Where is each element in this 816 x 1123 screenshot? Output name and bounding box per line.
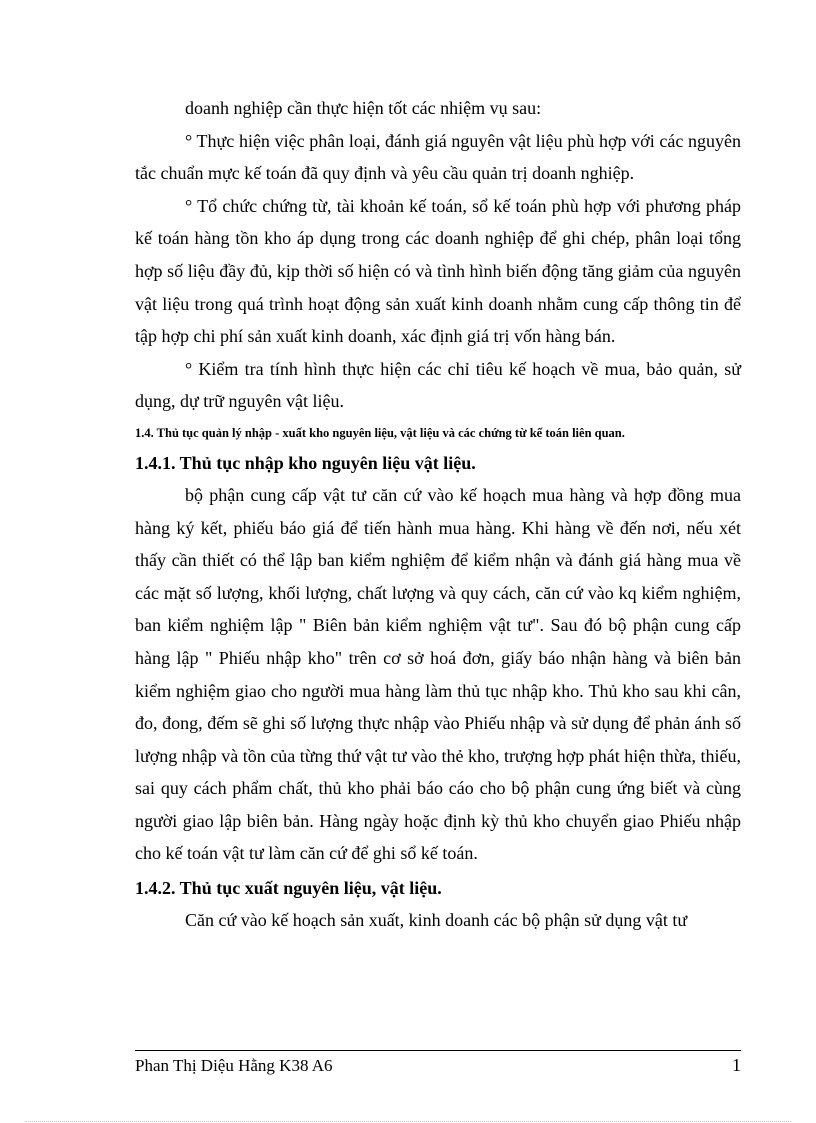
section-heading-1-4-2: 1.4.2. Thủ tục xuất nguyên liệu, vật liệu. — [135, 878, 442, 899]
paragraph-intro: doanh nghiệp cần thực hiện tốt các nhiệm vụ sau: — [185, 98, 542, 118]
section-heading-1-4-1: 1.4.1. Thủ tục nhập kho nguyên liệu vật liệu. — [135, 452, 476, 473]
paragraph-task-inspection: ° Kiểm tra tính hình thực hiện các chỉ tiêu kế hoạch về mua, bảo quản, sử dụng, dự trữ nguyên vật liệu. — [135, 358, 741, 412]
footer-author: Phan Thị Diệu Hằng K38 A6 — [135, 1056, 333, 1075]
paragraph-import-procedure: bộ phận cung cấp vật tư căn cứ vào kế hoạch mua hàng và hợp đồng mua hàng ký kết, phiếu báo giá để tiến hành mua hàng. Khi hàng về đến nơi, nếu xét thấy cần thiết có thể lập ban kiểm nghiệm để kiểm nhận và đánh giá hàng mua về các mặt số lượng, khối lượng, chất lượng và quy cách, căn cứ vào kq kiểm nghiệm, ban kiểm nghiệm lập " Biên bản kiểm nghiệm vật tư". Sau đó bộ phận cung cấp hàng lập " Phiếu nhập kho" trên cơ sở hoá đơn, giấy báo nhận hàng và biên bản kiểm nghiệm giao cho người mua hàng làm thủ tục nhập kho. Thủ kho sau khi cân, đo, đong, đếm sẽ ghi số lượng thực nhập vào Phiếu nhập và sử dụng để phản ánh số lượng nhập và tồn của từng thứ vật tư vào thẻ kho, trượng hợp phát hiện thừa, thiếu, sai quy cách phẩm chất, thủ kho phải báo cáo cho bộ phận cung ứng biết và cùng người giao lập biên bản. Hàng ngày hoặc định kỳ thủ kho chuyển giao Phiếu nhập cho kế toán vật tư làm căn cứ để ghi sổ kế toán. — [135, 484, 741, 864]
paragraph-export-procedure: Căn cứ vào kế hoạch sản xuất, kinh doanh các bộ phận sử dụng vật tư — [185, 910, 688, 931]
page-footer — [135, 1050, 741, 1075]
paragraph-task-classification: ° Thực hiện việc phân loại, đánh giá nguyên vật liệu phù hợp với các nguyên tắc chuẩn mực kế toán đã quy định và yêu cầu quản trị doanh nghiệp. — [135, 130, 741, 184]
page-content — [135, 92, 741, 937]
section-heading-1-4: 1.4. Thủ tục quản lý nhập - xuất kho nguyên liệu, vật liệu và các chứng từ kế toán liên quan. — [135, 425, 625, 440]
page-bottom-divider — [25, 1121, 791, 1122]
paragraph-task-documents: ° Tổ chức chứng từ, tài khoản kế toán, sổ kế toán phù hợp với phương pháp kế toán hàng tồn kho áp dụng trong các doanh nghiệp để ghi chép, phân loại tổng hợp số liệu đầy đủ, kịp thời số hiện có và tình hình biến động tăng giảm của nguyên vật liệu trong quá trình hoạt động sản xuất kinh doanh nhằm cung cấp thông tin để tập hợp chi phí sản xuất kinh doanh, xác định giá trị vốn hàng bán. — [135, 195, 741, 347]
page-number: 1 — [732, 1055, 741, 1075]
